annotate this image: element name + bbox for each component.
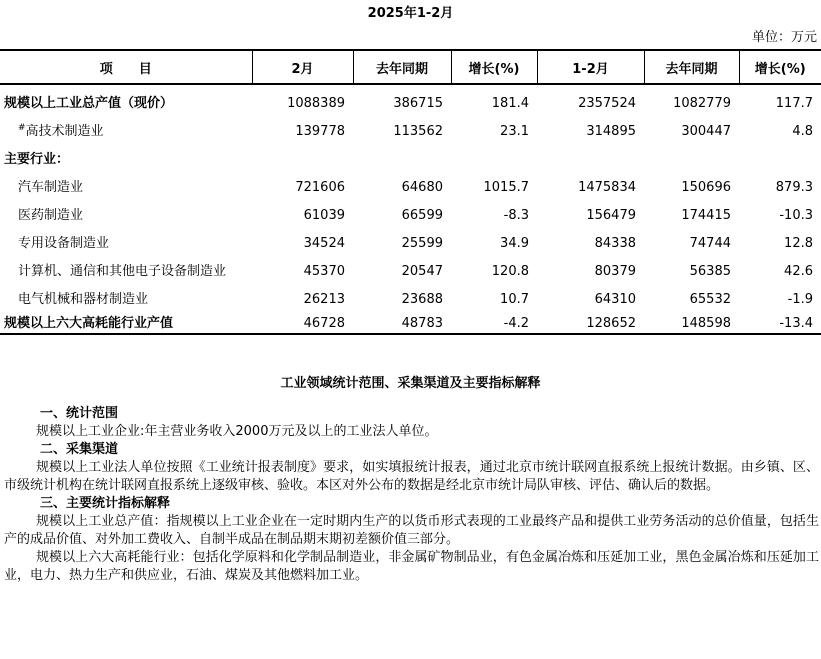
- cell-ytd: 1475834: [578, 180, 636, 195]
- cell-feb-prev: 48783: [353, 309, 451, 334]
- cell-ytd: 128652: [537, 309, 644, 334]
- header-ytd-prev: 去年同期: [644, 50, 739, 84]
- cell-ytd: 84338: [594, 236, 636, 251]
- cell-feb: 26213: [303, 292, 345, 307]
- cell-ytd-growth: [739, 141, 821, 169]
- cell-ytd-prev: 150696: [681, 180, 731, 195]
- cell-feb-growth: -4.2: [451, 309, 537, 334]
- cell-ytd: 64310: [594, 292, 636, 307]
- cell-feb-prev: 386715: [393, 96, 443, 111]
- cell-ytd-growth: 879.3: [775, 180, 813, 195]
- cell-ytd-prev: 174415: [681, 208, 731, 223]
- table-row: [0, 253, 821, 281]
- row-label: 汽车制造业: [18, 180, 84, 195]
- cell-ytd-prev: 1082779: [673, 96, 731, 111]
- cell-feb-growth: 1015.7: [483, 180, 529, 195]
- table-row: [0, 84, 821, 113]
- cell-ytd-prev: 148598: [644, 309, 739, 334]
- cell-feb: 1088389: [287, 96, 345, 111]
- cell-feb: 139778: [295, 124, 345, 139]
- table-row: [0, 225, 821, 253]
- table-row: [0, 113, 821, 141]
- cell-feb-growth: [451, 141, 537, 169]
- header-ytd-growth: 增长(%): [739, 50, 821, 84]
- section-label: 主要行业：: [4, 152, 70, 167]
- header-feb-growth: 增长(%): [451, 50, 537, 84]
- unit-label: 单位：万元: [751, 30, 817, 45]
- cell-ytd-prev: [644, 141, 739, 169]
- cell-feb: 61039: [303, 208, 345, 223]
- cell-ytd-growth: 117.7: [775, 96, 813, 111]
- explanation-body: [4, 405, 819, 585]
- cell-ytd: 80379: [594, 264, 636, 279]
- cell-feb-growth: 181.4: [491, 96, 529, 111]
- row-label: 规模以上六大高耗能行业产值: [0, 309, 252, 334]
- row-label-text: 高技术制造业: [25, 124, 104, 139]
- cell-feb-prev: [353, 141, 451, 169]
- cell-ytd-growth: -1.9: [787, 292, 813, 307]
- report-title: 2025年1-2月: [367, 6, 454, 21]
- cell-feb-growth: 34.9: [500, 236, 529, 251]
- section-text: 规模以上工业企业:年主营业务收入2000万元及以上的工业法人单位。: [36, 424, 438, 439]
- cell-feb-prev: 113562: [393, 124, 443, 139]
- cell-ytd-prev: 56385: [689, 264, 731, 279]
- section-heading: 二、采集渠道: [40, 442, 119, 457]
- cell-ytd-prev: 74744: [689, 236, 731, 251]
- header-item: 项 目: [0, 50, 252, 84]
- cell-ytd-growth: 4.8: [792, 124, 813, 139]
- table-row: [0, 281, 821, 309]
- header-ytd: 1-2月: [537, 50, 644, 84]
- cell-feb: [252, 141, 353, 169]
- row-label: [0, 113, 252, 141]
- section-text: 规模以上六大高耗能行业：包括化学原料和化学制品制造业，非金属矿物制品业，有色金属冶炼和压延加工业，黑色金属冶炼和压延加工业，电力、热力生产和供应业，石油、煤炭及其他燃料加工业。: [4, 550, 819, 583]
- section-text: 规模以上工业总产值：指规模以上工业企业在一定时期内生产的以货币形式表现的工业最终产品和提供工业劳务活动的总价值量，包括生产的成品价值、对外加工费收入、自制半成品在制品期末期初差额价值三部分。: [4, 514, 819, 547]
- cell-feb-prev: 25599: [401, 236, 443, 251]
- cell-ytd-prev: 300447: [681, 124, 731, 139]
- explanation-title: 工业领域统计范围、采集渠道及主要指标解释: [280, 376, 541, 391]
- cell-ytd: [537, 141, 644, 169]
- cell-ytd-growth: 12.8: [784, 236, 813, 251]
- cell-feb-growth: 10.7: [500, 292, 529, 307]
- cell-ytd: 2357524: [578, 96, 636, 111]
- row-label: 规模以上工业总产值（现价）: [4, 96, 174, 111]
- table-row: [0, 141, 821, 169]
- row-label: 医药制造业: [18, 208, 84, 223]
- row-label: 计算机、通信和其他电子设备制造业: [18, 264, 227, 279]
- cell-feb-growth: -8.3: [503, 208, 529, 223]
- cell-ytd-growth: -10.3: [779, 208, 813, 223]
- table-row: [0, 169, 821, 197]
- section-heading: 三、主要统计指标解释: [40, 496, 171, 511]
- cell-ytd: 156479: [586, 208, 636, 223]
- cell-feb-prev: 66599: [401, 208, 443, 223]
- table-row: [0, 309, 821, 334]
- cell-feb-growth: 23.1: [500, 124, 529, 139]
- cell-ytd-prev: 65532: [689, 292, 731, 307]
- section-text: 规模以上工业法人单位按照《工业统计报表制度》要求，如实填报统计报表，通过北京市统计联网直报系统上报统计数据。由乡镇、区、市级统计机构在统计联网直报系统上逐级审核、验收。本区对外公布的数据是经北京市统计局队审核、评估、确认后的数据。: [4, 460, 819, 493]
- cell-feb: 45370: [303, 264, 345, 279]
- row-label: 电气机械和器材制造业: [18, 292, 149, 307]
- table-row: [0, 197, 821, 225]
- header-feb: 2月: [252, 50, 353, 84]
- industry-stats-table: [0, 49, 821, 335]
- header-feb-prev: 去年同期: [353, 50, 451, 84]
- cell-feb-prev: 20547: [401, 264, 443, 279]
- cell-feb: 46728: [252, 309, 353, 334]
- section-heading: 一、统计范围: [40, 406, 119, 421]
- cell-feb: 721606: [295, 180, 345, 195]
- cell-feb: 34524: [303, 236, 345, 251]
- cell-ytd: 314895: [586, 124, 636, 139]
- cell-feb-growth: 120.8: [491, 264, 529, 279]
- cell-ytd-growth: 42.6: [784, 264, 813, 279]
- row-label: 专用设备制造业: [18, 236, 110, 251]
- cell-feb-prev: 64680: [401, 180, 443, 195]
- table-header-row: [0, 50, 821, 84]
- cell-ytd-growth: -13.4: [739, 309, 821, 334]
- footnote-mark: #: [18, 123, 26, 133]
- cell-feb-prev: 23688: [401, 292, 443, 307]
